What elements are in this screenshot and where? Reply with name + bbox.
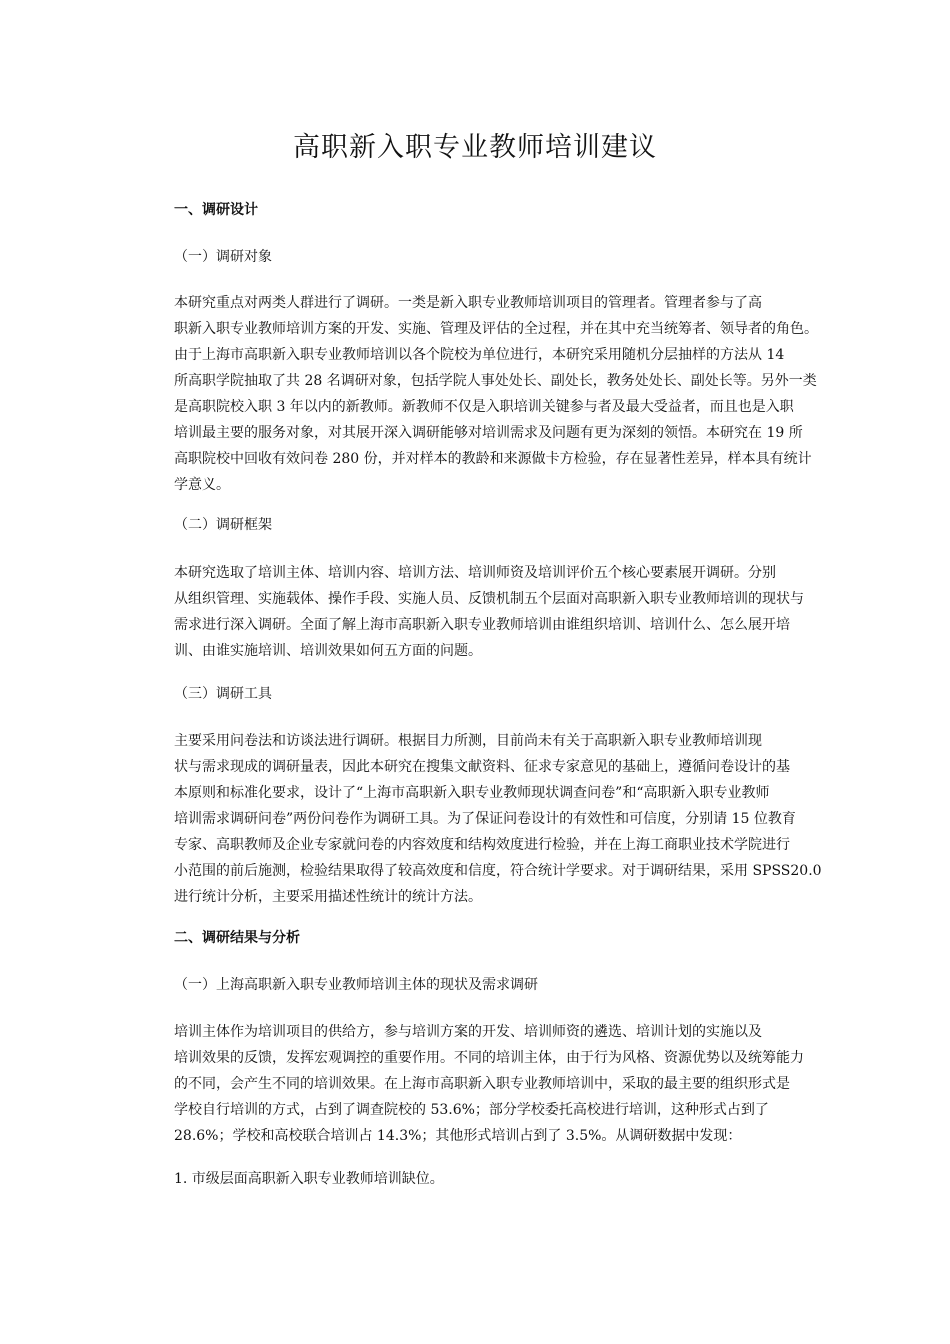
document-title: 高职新入职专业教师培训建议 <box>293 132 657 163</box>
subsection-heading-research-subjects: （一）调研对象 <box>174 249 272 265</box>
paragraph-line: 主要采用问卷法和访谈法进行调研。根据目力所测，目前尚未有关于高职新入职专业教师培训现 <box>174 733 762 749</box>
paragraph-line: 职新入职专业教师培训方案的开发、实施、管理及评估的全过程，并在其中充当统筹者、领导者的角色。 <box>174 321 818 337</box>
subsection-heading-training-subject: （一）上海高职新入职专业教师培训主体的现状及需求调研 <box>174 977 538 993</box>
paragraph-line: 本研究重点对两类人群进行了调研。一类是新入职专业教师培训项目的管理者。管理者参与了高 <box>174 295 762 311</box>
paragraph-line: 是高职院校入职 3 年以内的新教师。新教师不仅是入职培训关键参与者及最大受益者，而且也是入职 <box>174 399 794 415</box>
paragraph-line: 学校自行培训的方式，占到了调查院校的 53.6%；部分学校委托高校进行培训，这种形式占到了 <box>174 1102 769 1118</box>
paragraph-line: 状与需求现成的调研量表，因此本研究在搜集文献资料、征求专家意见的基础上，遵循问卷设计的基 <box>174 759 790 775</box>
paragraph-line: 进行统计分析，主要采用描述性统计的统计方法。 <box>174 889 482 905</box>
paragraph-line: 28.6%；学校和高校联合培训占 14.3%；其他形式培训占到了 3.5%。从调研数据中发现： <box>174 1128 742 1144</box>
paragraph-line: 小范围的前后施测，检验结果取得了较高效度和信度，符合统计学要求。对于调研结果，采用 SPSS20.0 <box>174 863 822 879</box>
paragraph-training-subject <box>174 1019 814 1149</box>
paragraph-line: 学意义。 <box>174 477 230 493</box>
paragraph-line: 需求进行深入调研。全面了解上海市高职新入职专业教师培训由谁组织培训、培训什么、怎么展开培 <box>174 617 790 633</box>
paragraph-line: 培训主体作为培训项目的供给方，参与培训方案的开发、培训师资的遴选、培训计划的实施以及 <box>174 1024 762 1040</box>
paragraph-line: 所高职学院抽取了共 28 名调研对象，包括学院人事处处长、副处长，教务处处长、副处长等。另外一类 <box>174 373 817 389</box>
paragraph-research-framework <box>174 560 814 664</box>
paragraph-line: 本研究选取了培训主体、培训内容、培训方法、培训师资及培训评价五个核心要素展开调研。分别 <box>174 565 776 581</box>
subsection-heading-research-tools: （三）调研工具 <box>174 686 272 702</box>
paragraph-line: 专家、高职教师及企业专家就问卷的内容效度和结构效度进行检验，并在上海工商职业技术学院进行 <box>174 837 790 853</box>
section-heading-research-design: 一、调研设计 <box>174 202 258 218</box>
list-item: 1. 市级层面高职新入职专业教师培训缺位。 <box>174 1171 444 1187</box>
paragraph-line: 高职院校中回收有效问卷 280 份，并对样本的教龄和来源做卡方检验，存在显著性差异，样本具有统计 <box>174 451 812 467</box>
subsection-heading-research-framework: （二）调研框架 <box>174 517 272 533</box>
paragraph-line: 训、由谁实施培训、培训效果如何五方面的问题。 <box>174 643 482 659</box>
section-heading-results-analysis: 二、调研结果与分析 <box>174 930 300 946</box>
paragraph-line: 培训效果的反馈，发挥宏观调控的重要作用。不同的培训主体，由于行为风格、资源优势以及统筹能力 <box>174 1050 804 1066</box>
paragraph-line: 本原则和标准化要求，设计了“上海市高职新入职专业教师现状调查问卷”和“高职新入职专业教师 <box>174 785 770 801</box>
paragraph-line: 的不同，会产生不同的培训效果。在上海市高职新入职专业教师培训中，采取的最主要的组织形式是 <box>174 1076 790 1092</box>
paragraph-research-subjects <box>174 290 818 498</box>
paragraph-research-tools <box>174 728 822 910</box>
paragraph-line: 由于上海市高职新入职专业教师培训以各个院校为单位进行，本研究采用随机分层抽样的方法从 14 <box>174 347 785 363</box>
paragraph-line: 培训最主要的服务对象，对其展开深入调研能够对培训需求及问题有更为深刻的领悟。本研究在 19 所 <box>174 425 803 441</box>
paragraph-line: 培训需求调研问卷”两份问卷作为调研工具。为了保证问卷设计的有效性和可信度，分别请 15 位教育 <box>174 811 796 827</box>
paragraph-line: 从组织管理、实施载体、操作手段、实施人员、反馈机制五个层面对高职新入职专业教师培训的现状与 <box>174 591 804 607</box>
